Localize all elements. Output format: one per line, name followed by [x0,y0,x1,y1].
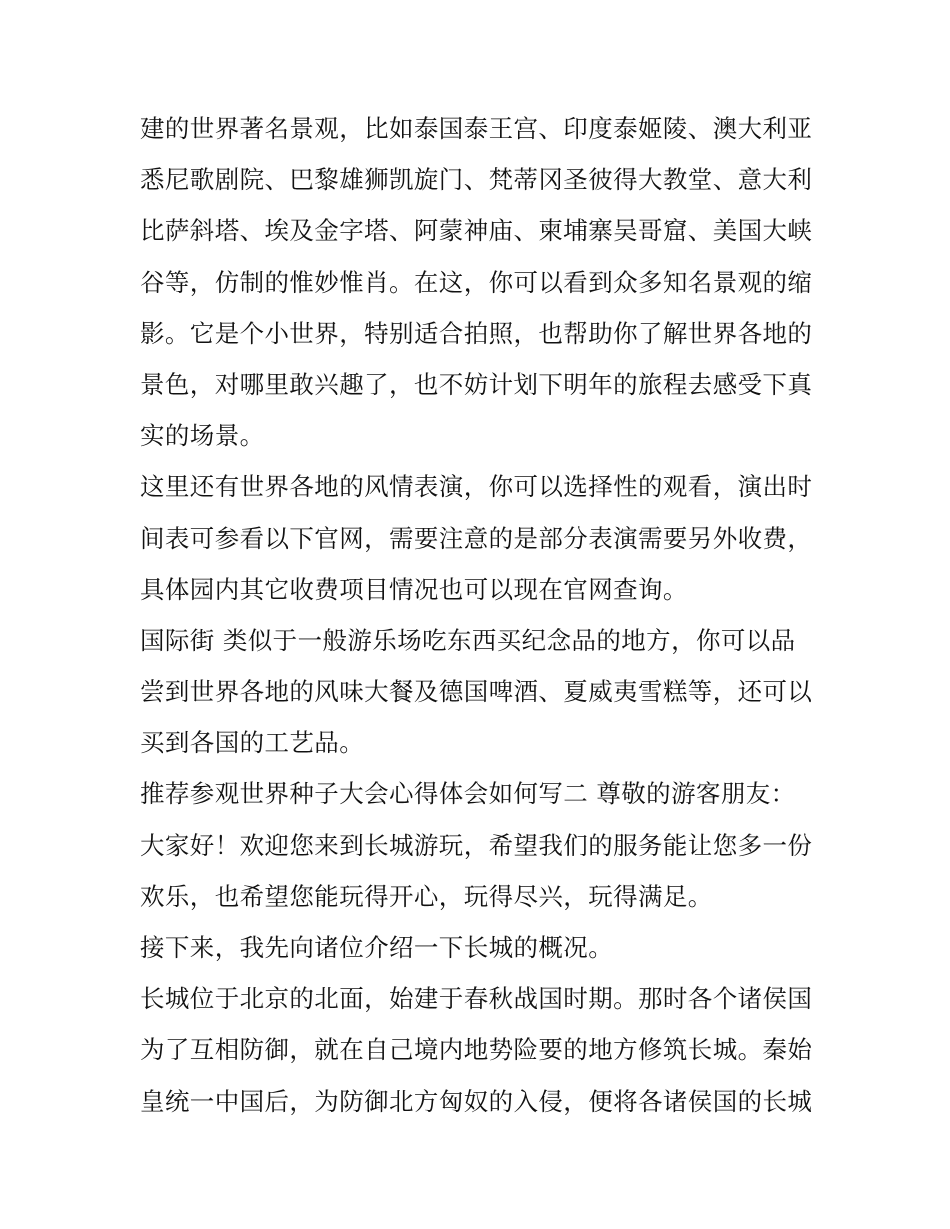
text-line: 谷等，仿制的惟妙惟肖。在这，你可以看到众多知名景观的缩 [140,267,813,297]
text-line: 影。它是个小世界，特别适合拍照，也帮助你了解世界各地的 [140,318,813,348]
text-line: 欢乐，也希望您能玩得开心，玩得尽兴，玩得满足。 [140,881,713,911]
text-line: 国际街 类似于一般游乐场吃东西买纪念品的地方，你可以品 [140,625,796,655]
text-line: 比萨斜塔、埃及金字塔、阿蒙神庙、柬埔寨吴哥窟、美国大峡 [140,216,813,246]
text-line: 皇统一中国后，为防御北方匈奴的入侵，便将各诸侯国的长城 [140,1086,813,1116]
text-line: 建的世界著名景观，比如泰国泰王宫、印度泰姬陵、澳大利亚 [140,114,813,143]
text-line: 这里还有世界各地的风情表演，你可以选择性的观看，演出时 [140,472,813,502]
text-line: 推荐参观世界种子大会心得体会如何写二 尊敬的游客朋友： [140,779,796,809]
text-line: 悉尼歌剧院、巴黎雄狮凯旋门、梵蒂冈圣彼得大教堂、意大利 [140,165,813,195]
text-line: 实的场景。 [140,421,265,451]
text-line: 景色，对哪里敢兴趣了，也不妨计划下明年的旅程去感受下真 [140,369,813,399]
text-line: 具体园内其它收费项目情况也可以现在官网查询。 [140,574,688,604]
text-line: 为了互相防御，就在自己境内地势险要的地方修筑长城。秦始 [140,1035,813,1065]
text-line: 尝到世界各地的风味大餐及德国啤酒、夏威夷雪糕等，还可以 [140,677,813,707]
text-line: 间表可参看以下官网，需要注意的是部分表演需要另外收费， [140,523,813,553]
text-line: 买到各国的工艺品。 [140,728,365,758]
document-body [140,103,820,1127]
text-line: 大家好！欢迎您来到长城游玩，希望我们的服务能让您多一份 [140,830,813,860]
text-line: 接下来，我先向诸位介绍一下长城的概况。 [140,933,614,962]
text-line: 长城位于北京的北面，始建于春秋战国时期。那时各个诸侯国 [140,984,813,1014]
